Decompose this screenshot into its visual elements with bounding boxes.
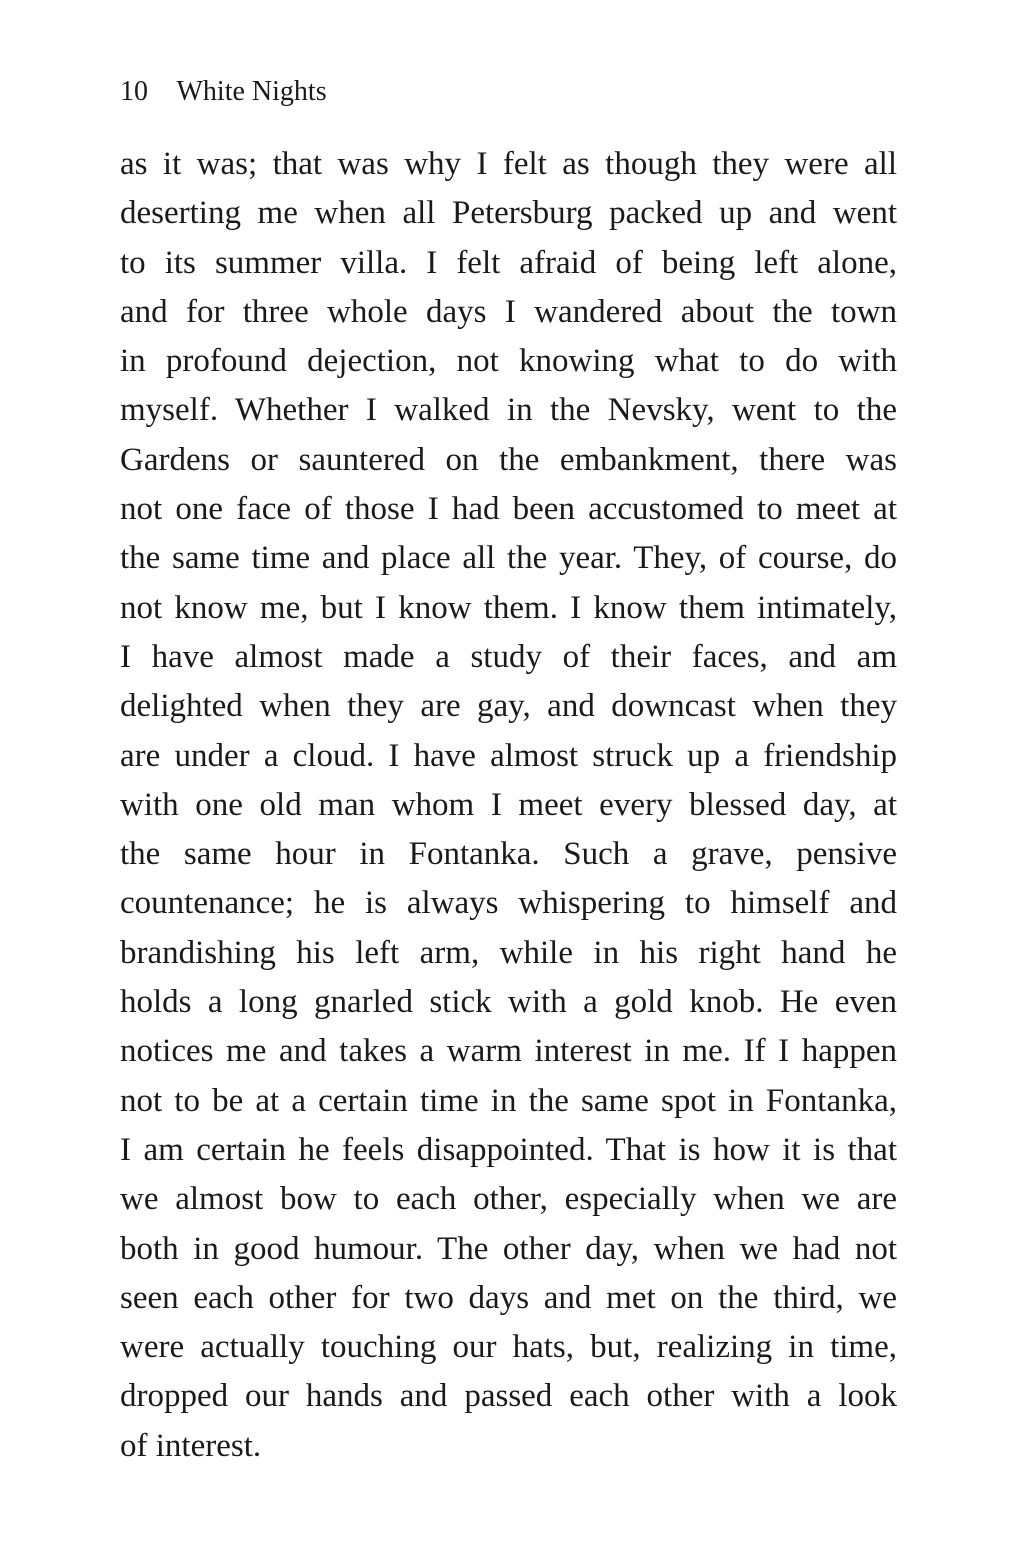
text-line: as it was; that was why I felt as though they were all <box>120 146 897 182</box>
text-line: not to be at a certain time in the same spot in Fontanka, <box>120 1082 897 1119</box>
text-line: were actually touching our hats, but, realizing in time, <box>120 1329 897 1366</box>
running-head <box>120 72 327 112</box>
text-line: Gardens or sauntered on the embankment, there was <box>120 441 897 478</box>
text-line: the same hour in Fontanka. Such a grave, pensive <box>120 836 897 873</box>
page-number: 10 <box>120 76 148 107</box>
text-line: to its summer villa. I felt afraid of being left alone, <box>120 244 897 281</box>
text-line: deserting me when all Petersburg packed up and went <box>120 195 897 232</box>
text-line: dropped our hands and passed each other with a look <box>120 1378 897 1415</box>
text-line: and for three whole days I wandered about the town <box>120 293 897 330</box>
text-line: I have almost made a study of their faces, and am <box>120 638 897 675</box>
text-line: delighted when they are gay, and downcast when they <box>120 688 897 725</box>
text-line: we almost bow to each other, especially when we are <box>120 1181 897 1218</box>
text-line: of interest. <box>120 1427 262 1464</box>
text-line: countenance; he is always whispering to himself and <box>120 885 897 922</box>
body-text <box>120 140 897 1471</box>
text-line: holds a long gnarled stick with a gold knob. He even <box>120 984 897 1021</box>
book-title: White Nights <box>176 76 327 107</box>
text-line: not one face of those I had been accustomed to meet at <box>120 491 897 528</box>
text-line: in profound dejection, not knowing what to do with <box>120 343 897 380</box>
text-line: notices me and takes a warm interest in me. If I happen <box>120 1033 897 1070</box>
text-line: are under a cloud. I have almost struck up a friendship <box>120 737 897 774</box>
text-line: myself. Whether I walked in the Nevsky, went to the <box>120 392 897 429</box>
text-line: seen each other for two days and met on the third, we <box>120 1279 897 1316</box>
text-line: both in good humour. The other day, when we had not <box>120 1230 897 1267</box>
text-line: with one old man whom I meet every blessed day, at <box>120 786 897 823</box>
text-line: the same time and place all the year. They, of course, do <box>120 540 897 577</box>
text-line: brandishing his left arm, while in his right hand he <box>120 934 897 971</box>
text-line: I am certain he feels disappointed. That is how it is that <box>120 1131 897 1168</box>
text-line: not know me, but I know them. I know them intimately, <box>120 589 897 626</box>
